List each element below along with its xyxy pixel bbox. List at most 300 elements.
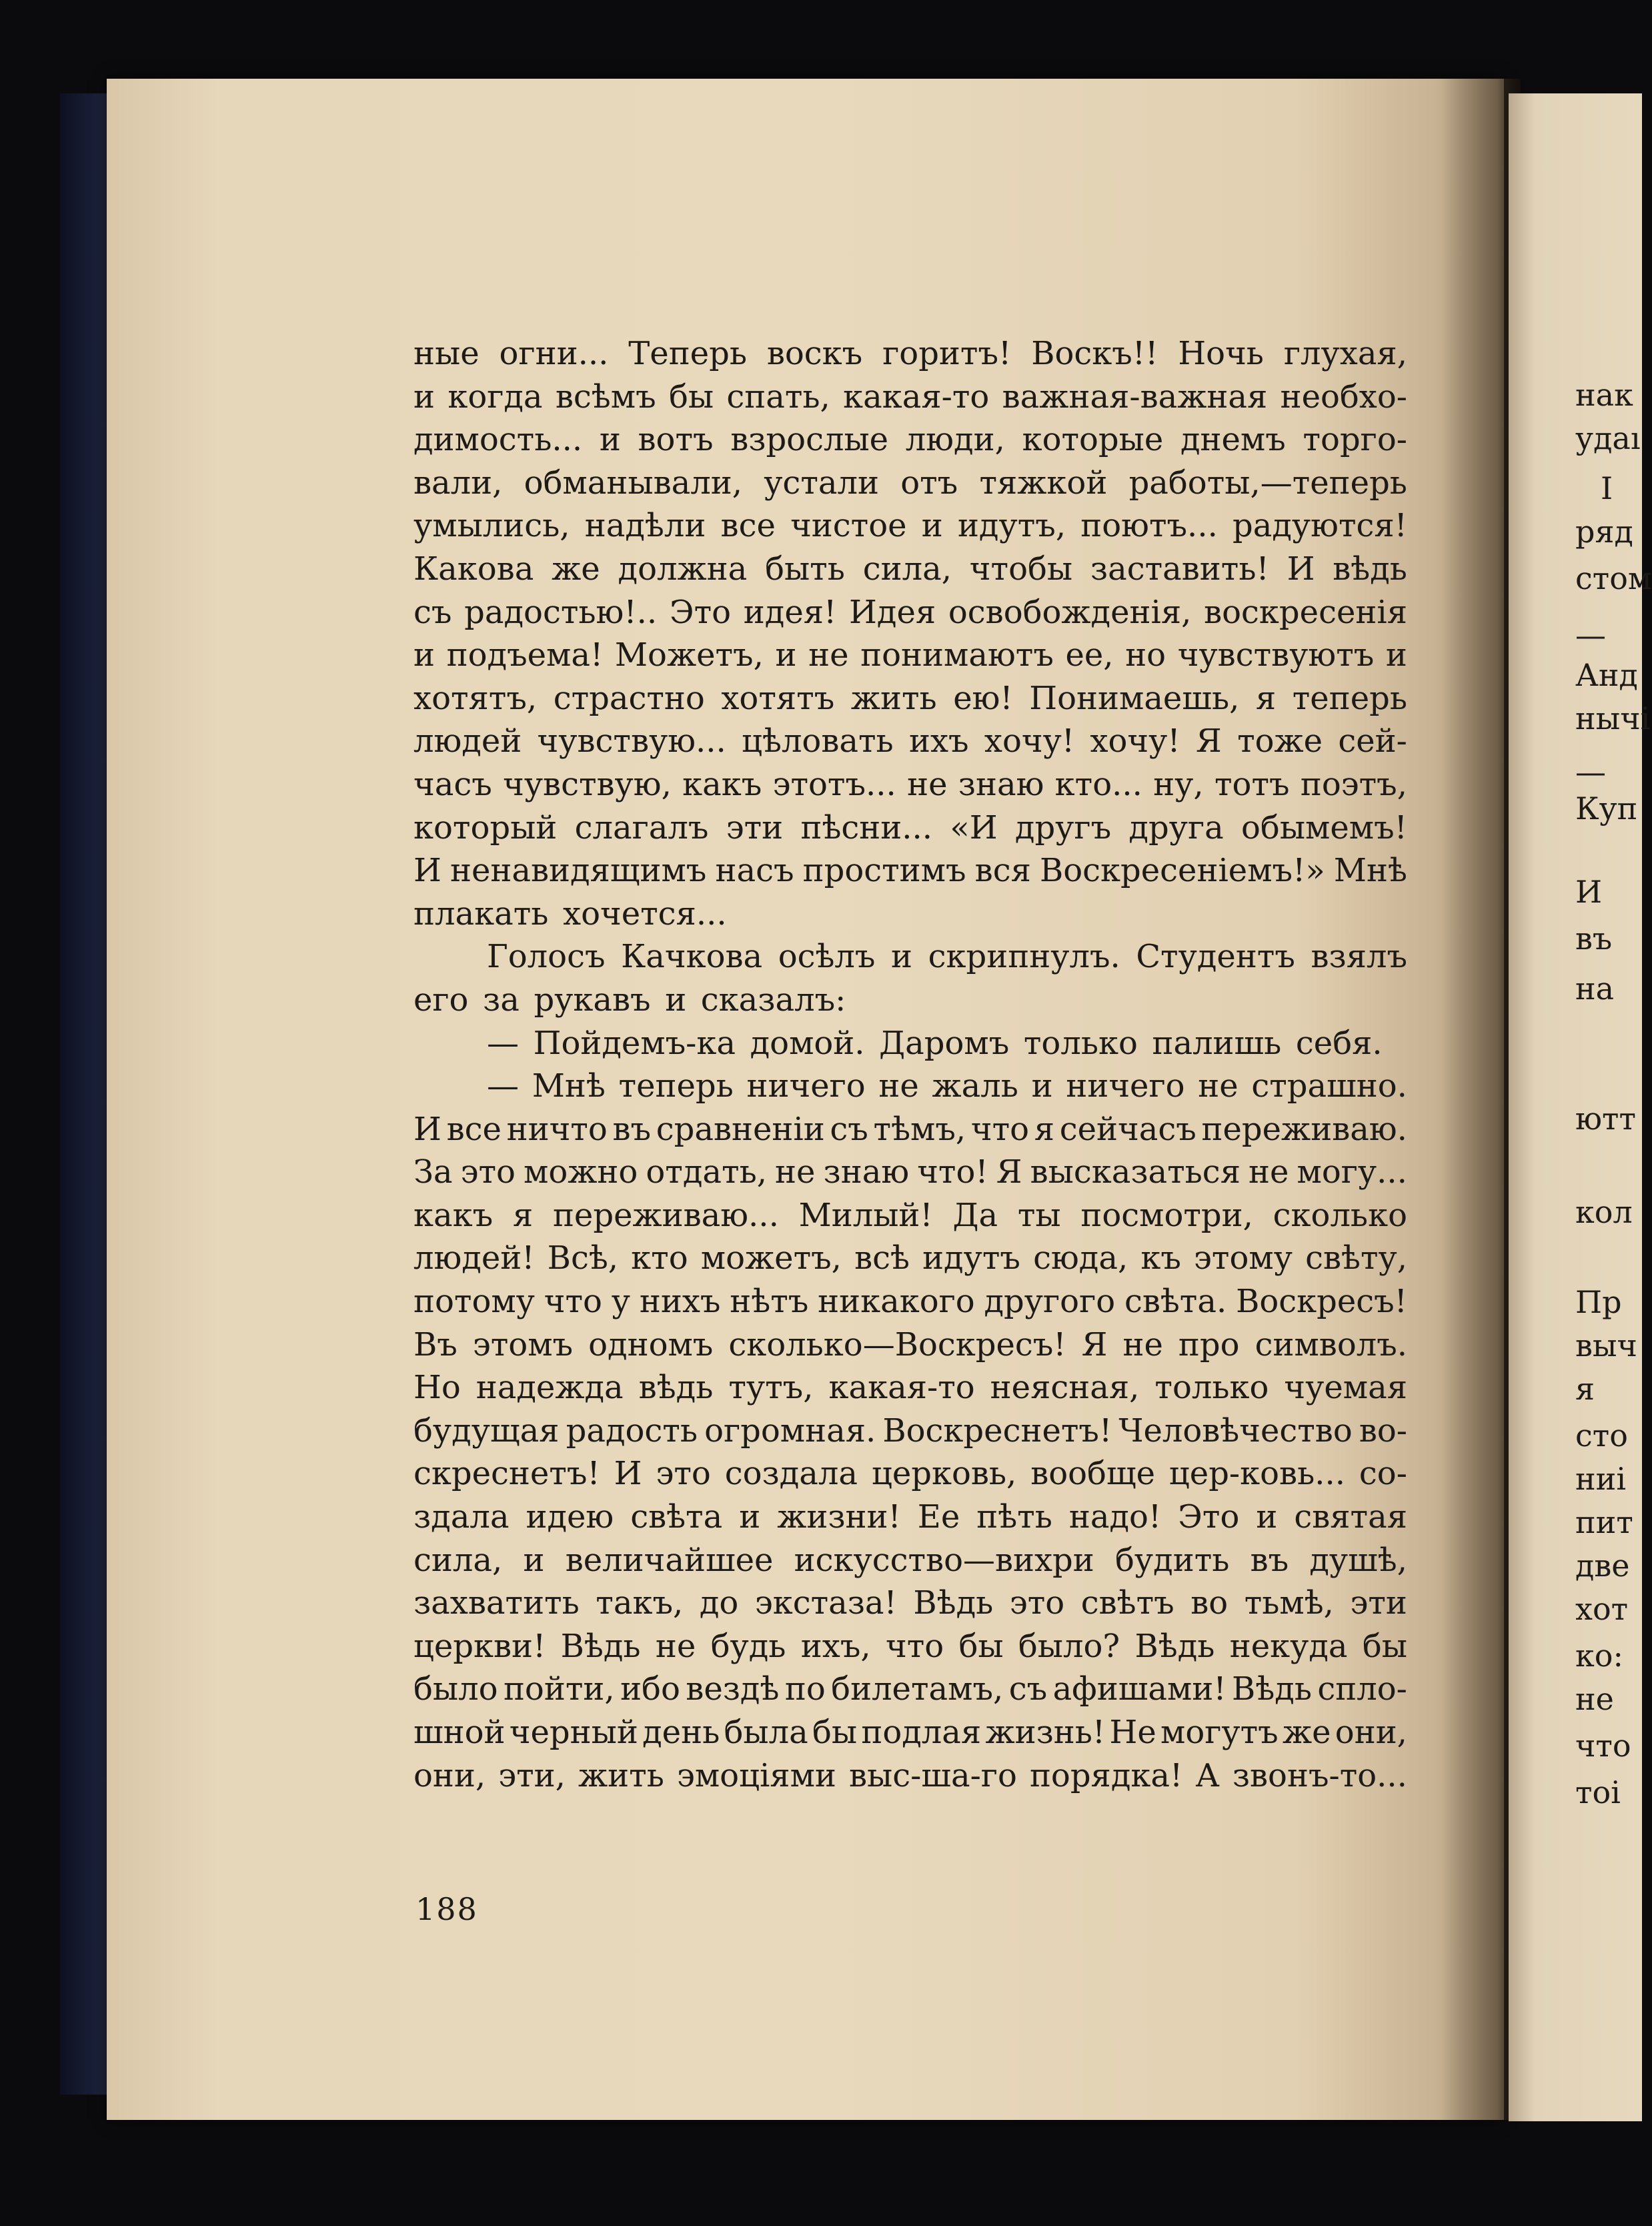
word: свѣтъ [1080, 1584, 1174, 1622]
word: Идея [849, 593, 936, 631]
next-page-text-fragment: въ [1575, 921, 1613, 957]
word: И [614, 1455, 642, 1493]
word: огромная. [704, 1412, 876, 1450]
word: тоже [1237, 722, 1323, 760]
text-line [414, 1065, 1407, 1108]
word: билетамъ, [831, 1670, 1004, 1708]
word: важная-важная [1002, 378, 1268, 416]
word: что [970, 1110, 1030, 1148]
text-line [414, 504, 1407, 548]
next-page-text-fragment: пит [1575, 1504, 1633, 1540]
word: же [552, 550, 600, 588]
word: тѣмъ, [873, 1110, 966, 1148]
word: ничего [1066, 1067, 1185, 1105]
word: людей [414, 722, 522, 760]
word: радость [566, 1412, 698, 1450]
next-page-text-fragment: ютт [1575, 1101, 1636, 1137]
word: по [784, 1670, 826, 1708]
text-line [414, 634, 1407, 677]
word: страстно [553, 679, 705, 717]
word: Всѣ, [547, 1239, 619, 1277]
word: другъ [1014, 808, 1112, 847]
word: должна [618, 550, 748, 588]
text-line [414, 1754, 1407, 1798]
text-line [414, 893, 1407, 936]
word: и [414, 378, 435, 416]
word: Воскресеніемъ!» [1039, 852, 1325, 890]
word: никакого [818, 1283, 975, 1321]
word: съ [830, 1110, 868, 1148]
text-line [414, 332, 1407, 376]
word: сколько—Воскресъ! [728, 1325, 1066, 1363]
text-line [414, 1108, 1407, 1151]
word: одномъ [588, 1325, 714, 1363]
word: я [512, 1196, 534, 1234]
text-line [414, 591, 1407, 634]
word: вали, [414, 464, 503, 502]
word: Человѣчество [1118, 1412, 1353, 1450]
word: выс-ша-го [849, 1756, 1017, 1794]
word: его [414, 981, 469, 1019]
word: слагалъ [574, 808, 709, 847]
word: не [1198, 1067, 1238, 1105]
word: знаю [823, 1153, 910, 1191]
word: тотъ [1214, 765, 1290, 803]
word: нѣтъ [730, 1283, 809, 1321]
word: цѣловать [742, 722, 894, 760]
page-number: 188 [416, 1891, 478, 1927]
word: горитъ! [882, 335, 1012, 372]
word: Да [952, 1196, 998, 1234]
word: и [1385, 636, 1407, 674]
word: не [655, 1627, 696, 1665]
word: Студентъ [1136, 938, 1295, 976]
word: тяжкой [979, 464, 1108, 502]
word: поютъ... [1080, 507, 1218, 545]
next-page-text-fragment: Куп [1575, 790, 1638, 826]
word: жаль [932, 1067, 1018, 1105]
word: я [1034, 1110, 1055, 1148]
next-page-text-fragment: ряд [1575, 514, 1633, 550]
word: какая-то [843, 378, 990, 416]
word: и [1031, 1067, 1053, 1105]
word: что! [917, 1153, 988, 1191]
word: воскъ [766, 335, 863, 372]
text-line [414, 1366, 1407, 1410]
word: хотятъ, [414, 679, 538, 717]
next-page-text-fragment: нак [1575, 377, 1633, 413]
word: когда [448, 378, 543, 416]
word: я [1255, 679, 1277, 717]
word: пойти, [503, 1670, 615, 1708]
page-body-text [414, 332, 1407, 1797]
next-page-text-fragment: стом [1575, 560, 1652, 596]
word: создала [724, 1455, 858, 1493]
word: какъ [414, 1196, 494, 1234]
text-line [414, 376, 1407, 419]
word: Ночь [1178, 335, 1264, 372]
word: можетъ, [700, 1239, 842, 1277]
word: понимаютъ [860, 636, 1054, 674]
text-line [414, 1625, 1407, 1668]
word: и [414, 636, 435, 674]
word: этотъ... [772, 765, 896, 803]
word: надо! [1068, 1498, 1162, 1536]
word: домой. [750, 1024, 865, 1062]
word: въ [1250, 1541, 1289, 1579]
word: свѣту, [1305, 1239, 1407, 1277]
word: Понимаешь, [1029, 679, 1240, 717]
word: кто... [1054, 765, 1142, 803]
word: сравненіи [656, 1110, 825, 1148]
text-line [414, 720, 1407, 763]
word: Вѣдь [560, 1627, 641, 1665]
word: съ [414, 593, 452, 631]
word: ибо [620, 1670, 680, 1708]
text-line [414, 1323, 1407, 1367]
word: со- [1359, 1455, 1407, 1493]
word: ее, [1065, 636, 1114, 674]
text-line [414, 849, 1407, 893]
word: идутъ [922, 1239, 1020, 1277]
word: не [907, 765, 948, 803]
word: звонъ-то... [1232, 1756, 1407, 1794]
word: простимъ [802, 852, 966, 890]
word: все [720, 507, 776, 545]
word: себя. [1295, 1024, 1383, 1062]
word: все [446, 1110, 502, 1148]
word: цер-ковь... [1168, 1455, 1345, 1493]
word: идея! [743, 593, 837, 631]
word: — [487, 1067, 519, 1105]
word: подъема! [446, 636, 604, 674]
next-page-text-fragment: хот [1575, 1591, 1629, 1627]
word: надѣли [584, 507, 706, 545]
word: какъ [682, 765, 762, 803]
word: Какова [414, 550, 534, 588]
text-line [414, 1668, 1407, 1711]
word: чуемая [1284, 1369, 1407, 1407]
word: Милый! [798, 1196, 933, 1234]
word: Но [414, 1369, 461, 1407]
word: радуются! [1232, 507, 1407, 545]
word: осѣлъ [778, 938, 876, 976]
word: Ее [917, 1498, 960, 1536]
word: огни... [499, 335, 609, 372]
word: этомъ [472, 1325, 574, 1363]
next-page-text-fragment: ко: [1575, 1638, 1623, 1674]
word: они, [414, 1756, 486, 1794]
word: Можетъ, [614, 636, 764, 674]
word: можно [524, 1153, 638, 1191]
word: умылись, [414, 507, 570, 545]
word: посмотри, [1080, 1196, 1253, 1234]
word: скреснетъ! [414, 1455, 600, 1493]
word: воскресенія [1204, 593, 1407, 631]
text-line [414, 806, 1407, 850]
word: во- [1359, 1412, 1407, 1450]
next-page-text-fragment: I [1601, 470, 1613, 506]
word: будущая [414, 1412, 560, 1450]
word: устали [764, 464, 879, 502]
word: вѣдь [1333, 550, 1407, 588]
word: Воскреснетъ! [882, 1412, 1112, 1450]
word: сейчасъ [1059, 1110, 1196, 1148]
word: душѣ, [1309, 1541, 1407, 1579]
word: день [642, 1714, 720, 1751]
word: чистое [790, 507, 907, 545]
word: Это [1178, 1498, 1240, 1536]
word: шной [414, 1714, 506, 1751]
word: въ [612, 1110, 652, 1148]
word: хочу! [1090, 722, 1180, 760]
word: это [1009, 1584, 1065, 1622]
word: Вѣдь [1134, 1627, 1215, 1665]
word: скрипнулъ. [928, 938, 1120, 976]
word: быть [765, 550, 845, 588]
word: жизни! [777, 1498, 901, 1536]
word: Пойдемъ-ка [533, 1024, 736, 1062]
word: ею! [953, 679, 1013, 717]
word: глухая, [1283, 335, 1407, 372]
word: сколько [1273, 1196, 1407, 1234]
text-line [414, 979, 1407, 1022]
word: взялъ [1311, 938, 1407, 976]
word: была [724, 1714, 808, 1751]
word: И [1287, 550, 1315, 588]
word: было? [1018, 1627, 1120, 1665]
word: отъ [900, 464, 958, 502]
word: они, [1335, 1714, 1407, 1751]
word: церковь, [871, 1455, 1017, 1493]
word: часъ [414, 765, 492, 803]
word: символъ. [1255, 1325, 1407, 1363]
word: и [739, 1498, 761, 1536]
word: А [1195, 1756, 1220, 1794]
word: у [611, 1283, 631, 1321]
text-line [414, 1452, 1407, 1496]
word: не [878, 1067, 919, 1105]
word: днемъ [1180, 421, 1286, 459]
text-line [414, 462, 1407, 505]
word: всѣ [854, 1239, 910, 1277]
text-line [414, 677, 1407, 720]
word: чувствуютъ [1177, 636, 1375, 674]
book-page-right-edge [1509, 93, 1652, 2121]
word: И [414, 1110, 442, 1148]
word: Это [669, 593, 732, 631]
word: здала [414, 1498, 510, 1536]
word: эти [1350, 1584, 1407, 1622]
word: будь [710, 1627, 786, 1665]
word: Вѣдь [1232, 1670, 1312, 1708]
word: за [483, 981, 520, 1019]
word: могутъ [1160, 1714, 1279, 1751]
word: такъ, [596, 1584, 684, 1622]
word: потому [414, 1283, 535, 1321]
word: какая-то [828, 1369, 975, 1407]
text-line [414, 1151, 1407, 1194]
word: Вѣдь [913, 1584, 994, 1622]
next-page-text-fragment: — [1575, 617, 1606, 653]
word: и [775, 636, 797, 674]
word: работы,—теперь [1128, 464, 1407, 502]
word: сила, [862, 550, 952, 588]
word: люди, [905, 421, 1005, 459]
word: жить [578, 1756, 664, 1794]
word: было [414, 1670, 498, 1708]
next-page-text-fragment: тоі [1575, 1774, 1621, 1810]
word: сюда, [1033, 1239, 1128, 1277]
text-line [414, 548, 1407, 591]
word: только [1023, 1024, 1138, 1062]
word: необхо- [1280, 378, 1407, 416]
word: переживаю... [552, 1196, 779, 1234]
next-page-text-fragment: не [1575, 1681, 1614, 1717]
word: неясная, [990, 1369, 1140, 1407]
word: Качкова [621, 938, 763, 976]
word: взрослые [730, 421, 889, 459]
word: Въ [414, 1325, 458, 1363]
word: За [414, 1153, 453, 1191]
word: нихъ [639, 1283, 721, 1321]
word: ихъ, [800, 1627, 871, 1665]
word: палишь [1152, 1024, 1282, 1062]
word: чувствую, [503, 765, 672, 803]
word: бы [812, 1714, 858, 1751]
word: свѣта. [1124, 1283, 1227, 1321]
next-page-text-fragment: две [1575, 1548, 1630, 1584]
next-page-text-fragment: — [1575, 754, 1606, 790]
word: Не [1109, 1714, 1156, 1751]
word: бы [668, 378, 714, 416]
word: людей! [414, 1239, 535, 1277]
word: это [656, 1455, 711, 1493]
word: эмоціями [676, 1756, 836, 1794]
word: ненавидящимъ [450, 852, 707, 890]
text-line [414, 1711, 1407, 1754]
word: эти, [498, 1756, 566, 1794]
word: сила, [414, 1541, 503, 1579]
word: и [599, 421, 621, 459]
word: заставить! [1090, 550, 1269, 588]
word: будить [1115, 1541, 1230, 1579]
word: но [1125, 636, 1166, 674]
word: вездѣ [686, 1670, 780, 1708]
word: могу... [1297, 1153, 1407, 1191]
word: И [414, 852, 442, 890]
word: вотъ [638, 421, 714, 459]
word: сказалъ: [700, 981, 846, 1019]
next-page-text-fragment: Анд [1575, 657, 1638, 693]
next-page-text-fragment: я [1575, 1371, 1595, 1407]
word: друга [1128, 808, 1224, 847]
word: спать, [726, 378, 830, 416]
text-line [414, 1539, 1407, 1582]
word: хотятъ [721, 679, 835, 717]
word: вообще [1030, 1455, 1155, 1493]
text-line [414, 1410, 1407, 1453]
word: насъ [715, 852, 794, 890]
word: идею [526, 1498, 614, 1536]
next-page-text-fragment: сто [1575, 1418, 1628, 1454]
next-page-text-fragment: на [1575, 971, 1615, 1007]
word: и [921, 507, 943, 545]
word: тутъ, [728, 1369, 814, 1407]
word: пѣть [976, 1498, 1052, 1536]
word: церкви! [414, 1627, 546, 1665]
word: этому [1194, 1239, 1293, 1277]
word: некуда [1229, 1627, 1348, 1665]
word: Воскъ!! [1031, 335, 1158, 372]
word: ты [1017, 1196, 1061, 1234]
word: экстаза! [754, 1584, 897, 1622]
text-line [414, 1022, 1407, 1065]
word: жизнь! [985, 1714, 1106, 1751]
word: Я [1195, 722, 1222, 760]
word: бы [958, 1627, 1004, 1665]
word: Воскресъ! [1236, 1283, 1407, 1321]
text-line [414, 1582, 1407, 1625]
word: и [891, 938, 913, 976]
word: и [1256, 1498, 1278, 1536]
word: ничего [746, 1067, 866, 1105]
word: — [487, 1024, 519, 1062]
word: захватить [414, 1584, 580, 1622]
word: тьмѣ, [1244, 1584, 1334, 1622]
text-line [414, 418, 1407, 462]
word: что [544, 1283, 602, 1321]
word: Я [996, 1153, 1022, 1191]
word: обымемъ! [1241, 808, 1407, 847]
word: которые [1022, 421, 1164, 459]
word: другого [984, 1283, 1116, 1321]
word: только [1154, 1369, 1269, 1407]
word: святая [1294, 1498, 1407, 1536]
word: «И [950, 808, 998, 847]
word: спло- [1317, 1670, 1407, 1708]
word: поэтъ, [1300, 765, 1407, 803]
next-page-text-fragment: что [1575, 1728, 1631, 1764]
word: ничто [506, 1110, 608, 1148]
word: ихъ [908, 722, 969, 760]
word: это [460, 1153, 516, 1191]
word: пѣсни... [800, 808, 933, 847]
word: не [1122, 1325, 1163, 1363]
word: чтобы [969, 550, 1073, 588]
word: обманывали, [524, 464, 742, 502]
word: вѣдь [638, 1369, 714, 1407]
next-page-text-fragment: выч [1575, 1327, 1637, 1363]
word: Я [1081, 1325, 1108, 1363]
word: освобожденія, [948, 593, 1192, 631]
word: и [665, 981, 687, 1019]
word: и [523, 1541, 545, 1579]
word: афишами! [1052, 1670, 1226, 1708]
word: теперь [618, 1067, 734, 1105]
word: переживаю. [1201, 1110, 1407, 1148]
word: торго- [1303, 421, 1407, 459]
word: эти [726, 808, 784, 847]
word: хочу! [984, 722, 1075, 760]
word: кто [631, 1239, 688, 1277]
word: плакать [414, 895, 549, 933]
word: димость... [414, 421, 583, 459]
next-page-text-fragment: Пр [1575, 1284, 1622, 1320]
word: всѣмъ [555, 378, 656, 416]
word: радостью!.. [464, 593, 658, 631]
next-page-text-fragment: кол [1575, 1194, 1633, 1230]
